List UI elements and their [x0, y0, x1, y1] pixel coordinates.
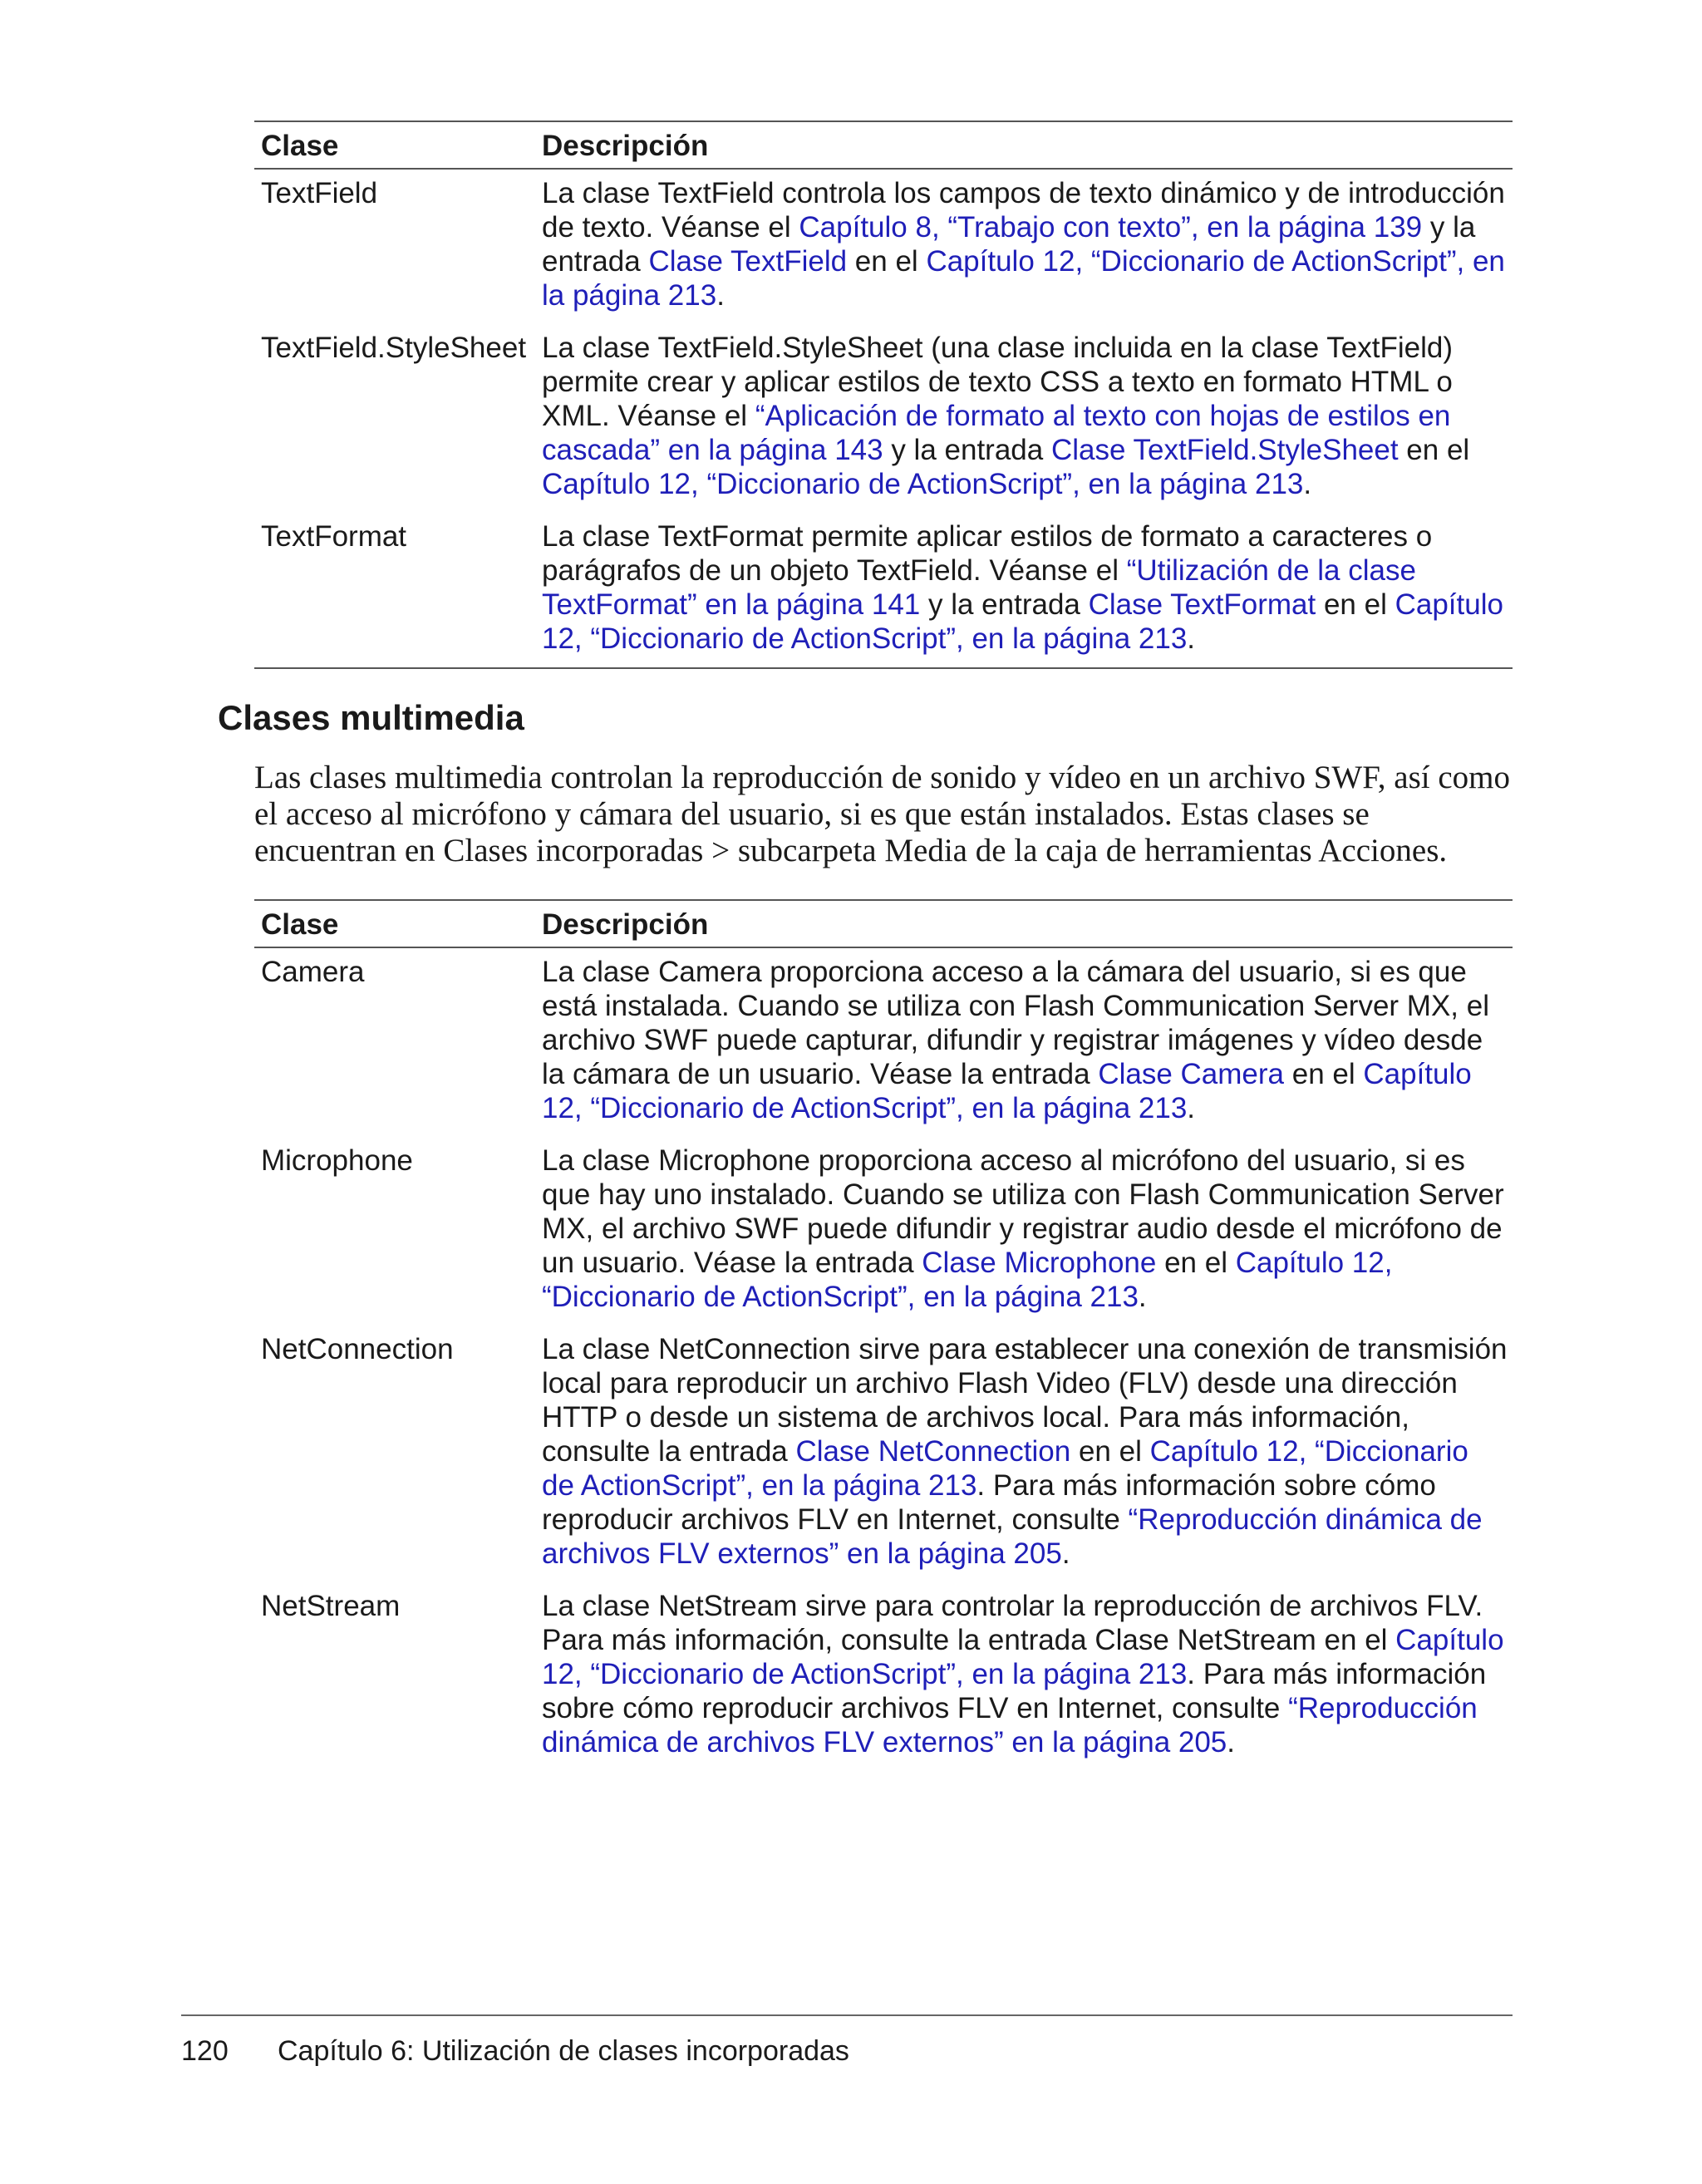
section-heading: Clases multimedia	[218, 698, 524, 737]
class-name: TextFormat	[254, 501, 535, 668]
table-row	[254, 169, 1513, 312]
link-capitulo-12[interactable]: Capítulo 12, “Diccionario de ActionScript”, en la página 213	[542, 1247, 1393, 1313]
class-name: TextField.StyleSheet	[261, 332, 527, 364]
class-description: La clase Camera proporciona acceso a la cámara del usuario, si es que está instalada. Cuando se utiliza con Flash Communication Server MX, el archivo SWF puede capturar, difundir y registrar imágenes y vídeo desde la cámara de un usuario. Véase la entrada Clase Camera en el Capítulo 12, “Diccionario de ActionScript”, en la página 213.	[542, 956, 1489, 1124]
table-header-row	[254, 121, 1513, 169]
link-clase-microphone[interactable]: Clase Microphone	[922, 1247, 1157, 1279]
link-aplicacion-formato-css[interactable]: “Aplicación de formato al texto con hojas de estilos en cascada” en la página 143	[542, 400, 1451, 466]
column-header-descripcion: Descripción	[535, 900, 1513, 947]
link-capitulo-12[interactable]: Capítulo 12, “Diccionario de ActionScript”, en la página 213	[542, 1435, 1468, 1502]
link-capitulo-12[interactable]: Capítulo 12, “Diccionario de ActionScript”, en la página 213	[542, 245, 1505, 312]
class-name: TextField	[261, 177, 378, 209]
link-clase-camera[interactable]: Clase Camera	[1098, 1058, 1285, 1090]
column-header-clase: Clase	[254, 121, 535, 169]
footer-divider	[181, 2014, 1513, 2016]
class-name: Microphone	[261, 1144, 413, 1177]
column-header-descripcion: Descripción	[535, 121, 1513, 169]
link-clase-textformat[interactable]: Clase TextFormat	[1088, 588, 1316, 621]
page-number: 120	[181, 2035, 229, 2067]
media-classes-table	[254, 899, 1513, 1766]
class-description: La clase TextField controla los campos de texto dinámico y de introducción de texto. Véanse el Capítulo 8, “Trabajo con texto”, en la página 139 y la entrada Clase TextField en el Capítulo 12, “Diccionario de ActionScript”, en la página 213.	[542, 177, 1505, 312]
table-row	[254, 1125, 1513, 1314]
link-reproduccion-flv[interactable]: “Reproducción dinámica de archivos FLV externos” en la página 205	[542, 1692, 1478, 1759]
link-utilizacion-textformat[interactable]: “Utilización de la clase TextFormat” en la página 141	[542, 554, 1416, 621]
link-capitulo-12[interactable]: Capítulo 12, “Diccionario de ActionScript”, en la página 213	[542, 468, 1304, 500]
class-description: La clase NetStream sirve para controlar la reproducción de archivos FLV. Para más información, consulte la entrada Clase NetStream en el Capítulo 12, “Diccionario de ActionScript”, en la página 213. Para más información sobre cómo reproducir archivos FLV en Internet, consulte “Reproducción dinámica de archivos FLV externos” en la página 205.	[542, 1590, 1504, 1759]
link-clase-netconnection[interactable]: Clase NetConnection	[795, 1435, 1071, 1468]
link-clase-textfield-stylesheet[interactable]: Clase TextField.StyleSheet	[1050, 434, 1399, 466]
link-clase-textfield[interactable]: Clase TextField	[648, 245, 848, 278]
class-description: La clase TextField.StyleSheet (una clase incluida en la clase TextField) permite crear y aplicar estilos de texto CSS a texto en formato HTML o XML. Véanse el “Aplicación de formato al texto con hojas de estilos en cascada” en la página 143 y la entrada Clase TextField.StyleSheet en el Capítulo 12, “Diccionario de ActionScript”, en la página 213.	[542, 332, 1470, 500]
table-row	[254, 1571, 1513, 1766]
column-header-clase: Clase	[254, 900, 535, 947]
link-capitulo-12[interactable]: Capítulo 12, “Diccionario de ActionScript”, en la página 213	[542, 1624, 1504, 1690]
section-body: Las clases multimedia controlan la reproducción de sonido y vídeo en un archivo SWF, así como el acceso al micrófono y cámara del usuario, si es que están instalados. Estas clases se encuentran en Clases incorporadas > subcarpeta Media de la caja de herramientas Acciones.	[254, 760, 1510, 868]
chapter-title: Capítulo 6: Utilización de clases incorporadas	[278, 2035, 849, 2067]
table-row	[254, 501, 1513, 668]
table-row	[254, 1314, 1513, 1571]
class-description: La clase Microphone proporciona acceso al micrófono del usuario, si es que hay uno instalado. Cuando se utiliza con Flash Communication Server MX, el archivo SWF puede difundir y registrar audio desde el micrófono de un usuario. Véase la entrada Clase Microphone en el Capítulo 12, “Diccionario de ActionScript”, en la página 213.	[542, 1144, 1504, 1313]
class-name: NetConnection	[261, 1333, 454, 1365]
class-name: Camera	[261, 956, 365, 988]
table-row	[254, 947, 1513, 1125]
link-capitulo-8[interactable]: Capítulo 8, “Trabajo con texto”, en la página 139	[799, 211, 1423, 243]
link-capitulo-12[interactable]: Capítulo 12, “Diccionario de ActionScript”, en la página 213	[542, 588, 1503, 655]
text-classes-table	[254, 121, 1513, 669]
class-name: NetStream	[261, 1590, 401, 1622]
class-description: La clase TextFormat permite aplicar estilos de formato a caracteres o parágrafos de un objeto TextField. Véanse el “Utilización de la clase TextFormat” en la página 141 y la entrada Clase TextFormat en el Capítulo 12, “Diccionario de ActionScript”, en la página 213.	[535, 501, 1513, 668]
table-header-row	[254, 900, 1513, 947]
link-reproduccion-flv[interactable]: “Reproducción dinámica de archivos FLV externos” en la página 205	[542, 1503, 1483, 1570]
link-capitulo-12[interactable]: Capítulo 12, “Diccionario de ActionScript”, en la página 213	[542, 1058, 1472, 1124]
table-row	[254, 312, 1513, 501]
page-footer	[181, 2034, 849, 2068]
class-description: La clase NetConnection sirve para establecer una conexión de transmisión local para reproducir un archivo Flash Video (FLV) desde una dirección HTTP o desde un sistema de archivos local. Para más información, consulte la entrada Clase NetConnection en el Capítulo 12, “Diccionario de ActionScript”, en la página 213. Para más información sobre cómo reproducir archivos FLV en Internet, consulte “Reproducción dinámica de archivos FLV externos” en la página 205.	[542, 1333, 1508, 1570]
